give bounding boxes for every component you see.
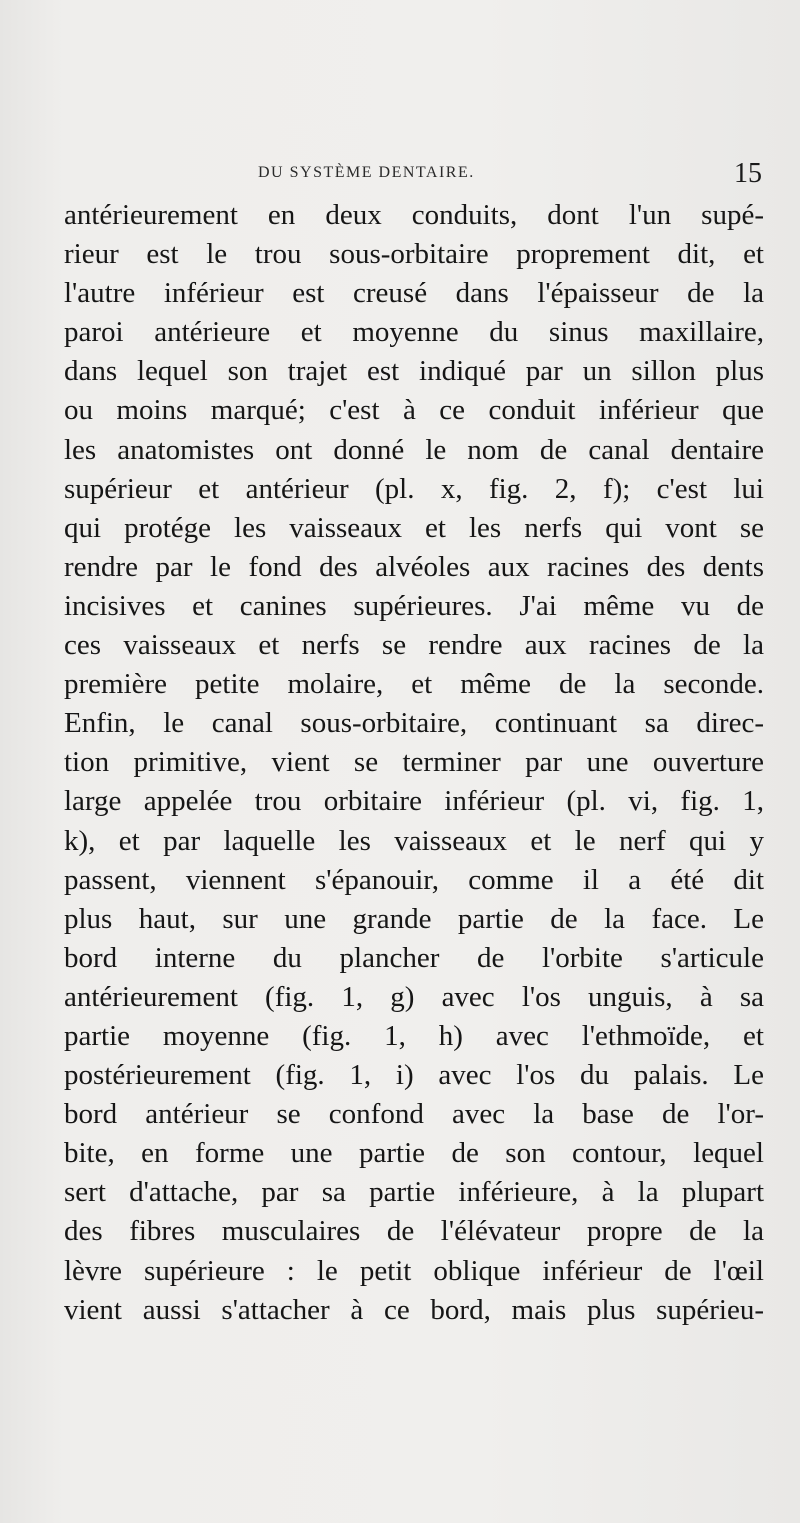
text-line: sert d'attache, par sa partie inférieure, à la plupart (64, 1176, 764, 1209)
text-line: postérieurement (fig. 1, i) avec l'os du palais. Le (64, 1059, 764, 1092)
text-line: bord interne du plancher de l'orbite s'articule (64, 941, 764, 974)
text-line: ces vaisseaux et nerfs se rendre aux racines de la (64, 629, 764, 662)
text-line: lèvre supérieure : le petit oblique inférieur de l'œil (64, 1254, 764, 1287)
text-line: tion primitive, vient se terminer par une ouverture (64, 746, 764, 779)
text-line: antérieurement (fig. 1, g) avec l'os unguis, à sa (64, 980, 764, 1013)
text-line: supérieur et antérieur (pl. x, fig. 2, f); c'est lui (64, 472, 764, 505)
running-head: DU SYSTÈME DENTAIRE. (258, 164, 475, 181)
body-text (64, 196, 764, 1330)
text-line: les anatomistes ont donné le nom de canal dentaire (64, 433, 764, 466)
text-line: vient aussi s'attacher à ce bord, mais plus supérieu- (64, 1293, 764, 1326)
text-line: bord antérieur se confond avec la base de l'or- (64, 1098, 764, 1131)
text-line: passent, viennent s'épanouir, comme il a été dit (64, 863, 764, 896)
text-line: bite, en forme une partie de son contour, lequel (64, 1137, 764, 1170)
text-line: qui protége les vaisseaux et les nerfs qui vont se (64, 511, 764, 544)
text-line: Enfin, le canal sous-orbitaire, continuant sa direc- (64, 707, 764, 740)
text-line: large appelée trou orbitaire inférieur (pl. vi, fig. 1, (64, 785, 764, 818)
text-line: des fibres musculaires de l'élévateur propre de la (64, 1215, 764, 1248)
text-line: l'autre inférieur est creusé dans l'épaisseur de la (64, 277, 764, 310)
page-number: 15 (734, 158, 762, 189)
text-line: k), et par laquelle les vaisseaux et le nerf qui y (64, 824, 764, 857)
text-line: première petite molaire, et même de la seconde. (64, 668, 764, 701)
text-line: plus haut, sur une grande partie de la face. Le (64, 902, 764, 935)
text-line: paroi antérieure et moyenne du sinus maxillaire, (64, 316, 764, 349)
text-line: rieur est le trou sous-orbitaire proprement dit, et (64, 238, 764, 271)
text-line: antérieurement en deux conduits, dont l'un supé- (64, 199, 764, 231)
text-line: dans lequel son trajet est indiqué par un sillon plus (64, 355, 764, 388)
text-line: partie moyenne (fig. 1, h) avec l'ethmoïde, et (64, 1019, 764, 1052)
page-header (0, 158, 800, 188)
text-line: ou moins marqué; c'est à ce conduit inférieur que (64, 394, 764, 427)
text-line: incisives et canines supérieures. J'ai même vu de (64, 589, 764, 622)
text-line: rendre par le fond des alvéoles aux racines des dents (64, 550, 764, 583)
